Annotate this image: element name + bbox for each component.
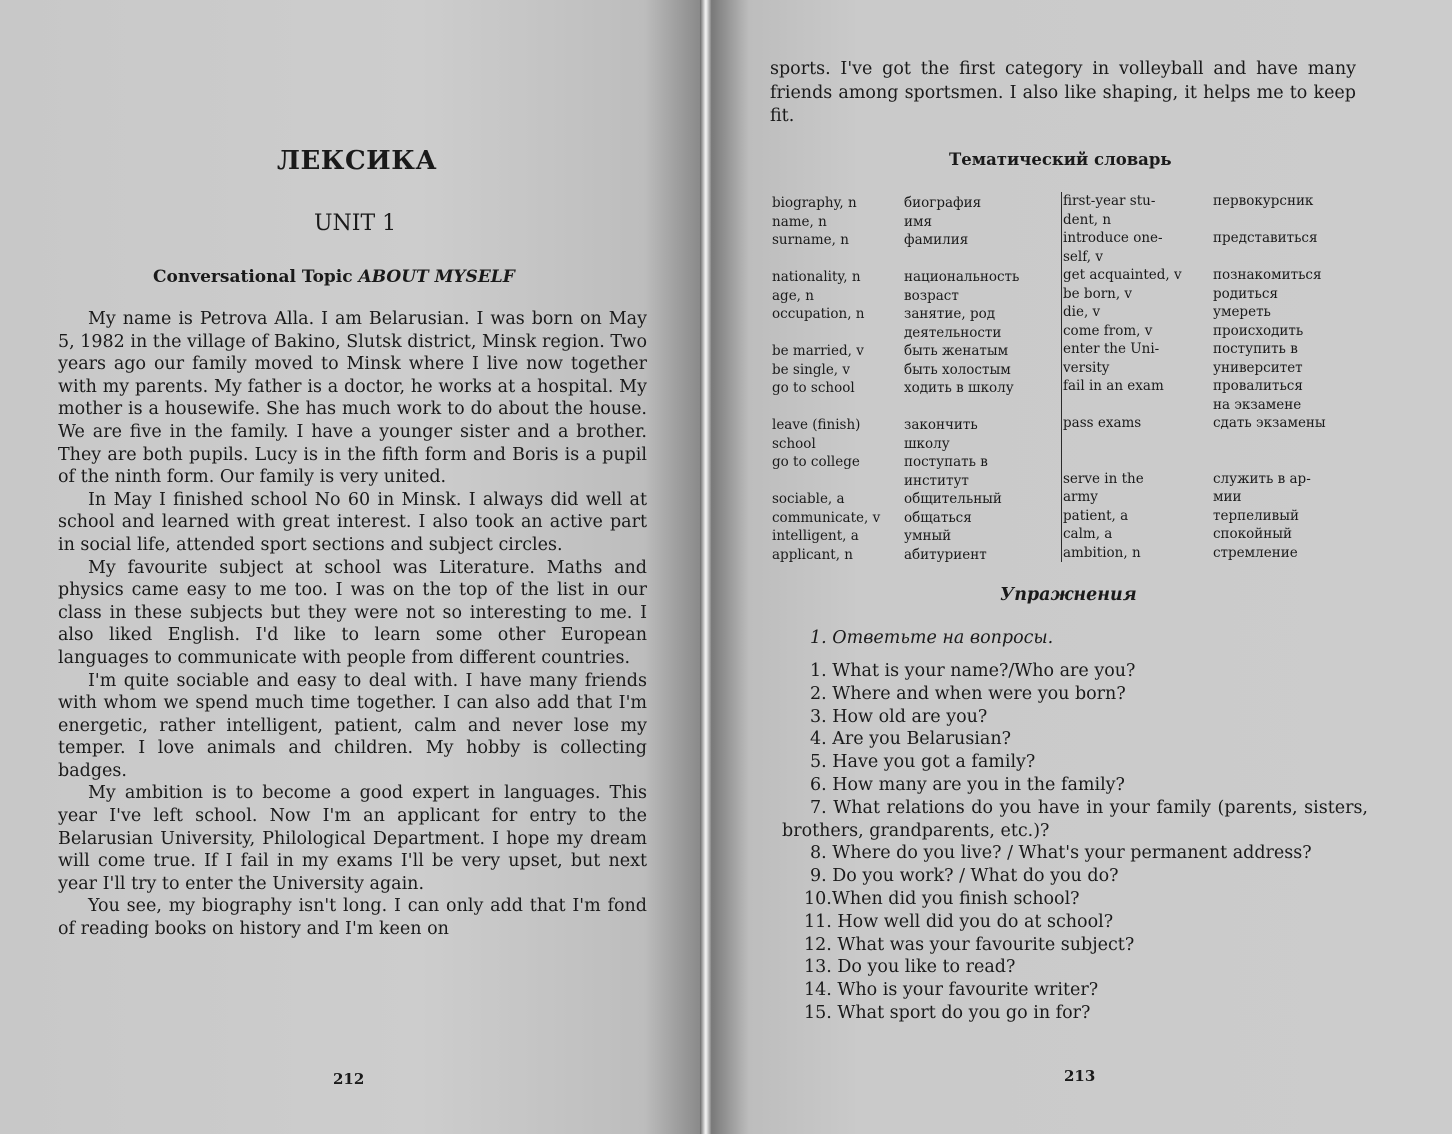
paragraph: I'm quite sociable and easy to deal with. I have many friends with whom we spend much time together. I can also add that I'm energetic, rather intelligent, patient, calm and never lose my temper. I love animals and children. My hobby is collecting badges. <box>58 670 647 781</box>
vocab-entry <box>772 250 900 269</box>
right-page <box>712 0 1452 1134</box>
vocab-entry: терпеливый <box>1213 507 1300 524</box>
paragraph: My favourite subject at school was Literature. Maths and physics came easy to me too. I was on the top of the list in our class in these subjects but they were not so interesting to me. I also liked English. I'd like to learn some other European languages to communicate with people from different countries. <box>58 557 647 668</box>
vocab-entry: name, n <box>772 213 827 230</box>
vocab-entry: ходить в школу <box>904 380 1014 396</box>
vocab-entry: go to college <box>772 454 860 470</box>
vocab-entry: общительный <box>904 491 1002 507</box>
vocab-entry <box>772 324 900 343</box>
paragraph: You see, my biography isn't long. I can only add that I'm fond of reading books on history and I'm keen on <box>58 896 647 940</box>
vocab-entry: patient, a <box>1063 507 1129 524</box>
vocab-entry: go to school <box>772 380 855 396</box>
vocab-entry: первокурсник <box>1213 193 1314 209</box>
vocab-entry <box>1213 451 1363 470</box>
vocab-entry: enter the Uni- <box>1063 341 1160 357</box>
exercises-title: Упражнения <box>1000 585 1137 605</box>
vocab-entry: surname, n <box>772 232 849 248</box>
vocab-entry: come from, v <box>1063 322 1153 339</box>
vocab-entry: провалиться <box>1213 378 1303 394</box>
topic-prefix: Conversational Topic <box>153 267 359 287</box>
vocab-entry: занятие, род <box>904 306 996 322</box>
vocab-entry: национальность <box>904 269 1020 285</box>
vocab-entry: познакомиться <box>1213 267 1322 283</box>
vocab-col1-english <box>772 194 900 564</box>
question-item: 3. How old are you? <box>810 706 988 727</box>
page-number-right: 213 <box>1064 1067 1096 1085</box>
vocab-entry: serve in the <box>1063 470 1144 487</box>
vocab-entry: communicate, v <box>772 509 881 526</box>
vocab-entry: pass exams <box>1063 415 1142 431</box>
topic-text <box>58 308 647 941</box>
vocab-entry: происходить <box>1213 322 1304 339</box>
vocab-entry: возраст <box>904 287 959 304</box>
vocab-entry: поступать в <box>904 454 988 470</box>
vocab-entry: закончить <box>904 417 978 433</box>
vocab-entry: представиться <box>1213 230 1318 246</box>
vocab-entry <box>1213 433 1363 452</box>
vocab-entry <box>772 398 900 417</box>
question-item: 11. How well did you do at school? <box>804 911 1114 932</box>
vocab-entry: intelligent, a <box>772 528 859 544</box>
vocab-entry: leave (finish) <box>772 417 861 433</box>
vocab-entry: биография <box>904 195 982 211</box>
vocabulary-title: Тематический словарь <box>949 150 1172 169</box>
vocab-entry: fail in an exam <box>1063 378 1164 394</box>
vocab-entry: biography, n <box>772 195 857 211</box>
vocab-entry: sociable, a <box>772 491 845 507</box>
vocab-entry: служить в ар- <box>1213 470 1311 487</box>
vocab-entry <box>904 250 1054 269</box>
question-item: 2. Where and when were you born? <box>810 683 1126 704</box>
question-item: 4. Are you Belarusian? <box>810 729 1011 750</box>
vocab-entry: calm, a <box>1063 526 1113 542</box>
vocab-entry <box>1213 248 1363 267</box>
vocab-entry: self, v <box>1063 248 1103 265</box>
question-item: 8. Where do you live? / What's your permanent address? <box>810 843 1312 864</box>
question-item: 9. Do you work? / What do you do? <box>810 866 1119 887</box>
paragraph: My ambition is to become a good expert in languages. This year I've left school. Now I'm an applicant for entry to the Belarusian University, Philological Department. I hope my dream will come true. If I fail in my exams I'll be very upset, but next year I'll try to enter the University again. <box>58 783 647 894</box>
topic-heading <box>153 267 515 287</box>
question-item: 6. How many are you in the family? <box>810 774 1125 795</box>
vocab-entry: be married, v <box>772 343 864 359</box>
question-item: 14. Who is your favourite writer? <box>804 980 1099 1001</box>
vocab-entry <box>1213 211 1363 230</box>
vocab-entry: абитуриент <box>904 546 987 563</box>
unit-heading: UNIT 1 <box>314 211 397 236</box>
vocab-entry: умный <box>904 528 952 544</box>
vocab-entry: быть женатым <box>904 343 1009 359</box>
question-item: 15. What sport do you go in for? <box>804 1002 1091 1023</box>
vocab-col2-english <box>1063 192 1213 562</box>
vocab-col1-russian <box>904 194 1054 564</box>
paragraph: My name is Petrova Alla. I am Belarusian. I was born on May 5, 1982 in the village of Bakino, Slutsk district, Minsk region. Two years ago our family moved to Minsk where I live now together with my parents. My father is a doctor, he works at a hospital. My mother is a housewife. She has much work to do about the house. We are five in the family. I have a younger sister and a brother. They are both pupils. Lucy is in the fifth form and Boris is a pupil of the ninth form. Our family is very united. <box>58 309 647 488</box>
vocab-entry: сдать экзамены <box>1213 415 1326 431</box>
vocab-entry: school <box>772 435 816 452</box>
paragraph: In May I finished school No 60 in Minsk. I always did well at school and learned with great interest. I also took an active part in social life, attended sport sections and subject circles. <box>58 489 647 555</box>
vocab-entry: мии <box>1213 489 1242 505</box>
section-heading: ЛЕКСИКА <box>277 146 438 176</box>
vocab-entry: applicant, n <box>772 546 853 563</box>
vocab-entry <box>772 472 900 491</box>
vocab-entry: introduce one- <box>1063 230 1163 246</box>
continued-text: sports. I've got the first category in volleyball and have many friends among sportsmen. I also like shaping, it helps me to keep fit. <box>770 59 1356 126</box>
vocab-entry: родиться <box>1213 285 1278 302</box>
question-item: 12. What was your favourite subject? <box>804 934 1135 955</box>
page-number-left: 212 <box>333 1070 365 1088</box>
vocab-entry: nationality, n <box>772 269 861 285</box>
vocab-entry <box>1063 396 1213 415</box>
vocab-entry: институт <box>904 472 969 489</box>
vocab-entry: dent, n <box>1063 211 1112 228</box>
question-item: 1. What is your name?/Who are you? <box>810 661 1136 681</box>
vocab-entry: университет <box>1213 359 1303 376</box>
vocab-entry: die, v <box>1063 304 1101 320</box>
vocab-entry <box>904 398 1054 417</box>
vocab-entry: на экзамене <box>1213 396 1302 413</box>
vocab-entry: школу <box>904 435 950 452</box>
vocab-entry: спокойный <box>1213 526 1292 542</box>
vocab-entry: имя <box>904 213 933 230</box>
question-item: 13. Do you like to read? <box>804 957 1016 978</box>
vocab-entry <box>1063 451 1213 470</box>
book-gutter <box>700 0 712 1134</box>
question-item: 5. Have you got a family? <box>810 752 1036 773</box>
question-list <box>782 660 1368 1025</box>
topic-title: ABOUT MYSELF <box>358 267 515 287</box>
vocab-entry: стремление <box>1213 544 1298 561</box>
vocab-entry: versity <box>1063 359 1110 376</box>
vocab-entry: общаться <box>904 509 972 526</box>
left-page <box>0 0 700 1134</box>
vocab-entry: age, n <box>772 287 814 304</box>
vocab-entry: фамилия <box>904 232 969 248</box>
vocab-entry: army <box>1063 489 1098 505</box>
vocab-entry: умереть <box>1213 304 1271 320</box>
vocab-entry: be born, v <box>1063 285 1133 302</box>
question-item: 10.When did you finish school? <box>804 888 1080 909</box>
vocab-divider <box>1061 192 1062 562</box>
question-item: 7. What relations do you have in your family (parents, sisters, brothers, grandparents, etc.)? <box>782 797 1368 841</box>
vocab-entry: first-year stu- <box>1063 193 1156 209</box>
vocab-col2-russian <box>1213 192 1363 562</box>
vocab-entry: get acquainted, v <box>1063 267 1182 283</box>
vocab-entry: деятельности <box>904 324 1002 341</box>
vocab-entry <box>1063 433 1213 452</box>
exercise-instruction: 1. Ответьте на вопросы. <box>810 628 1054 648</box>
vocab-entry: быть холостым <box>904 361 1011 378</box>
vocab-entry: поступить в <box>1213 341 1298 357</box>
vocab-entry: be single, v <box>772 361 851 378</box>
vocab-entry: ambition, n <box>1063 544 1141 561</box>
vocab-entry: occupation, n <box>772 306 865 322</box>
